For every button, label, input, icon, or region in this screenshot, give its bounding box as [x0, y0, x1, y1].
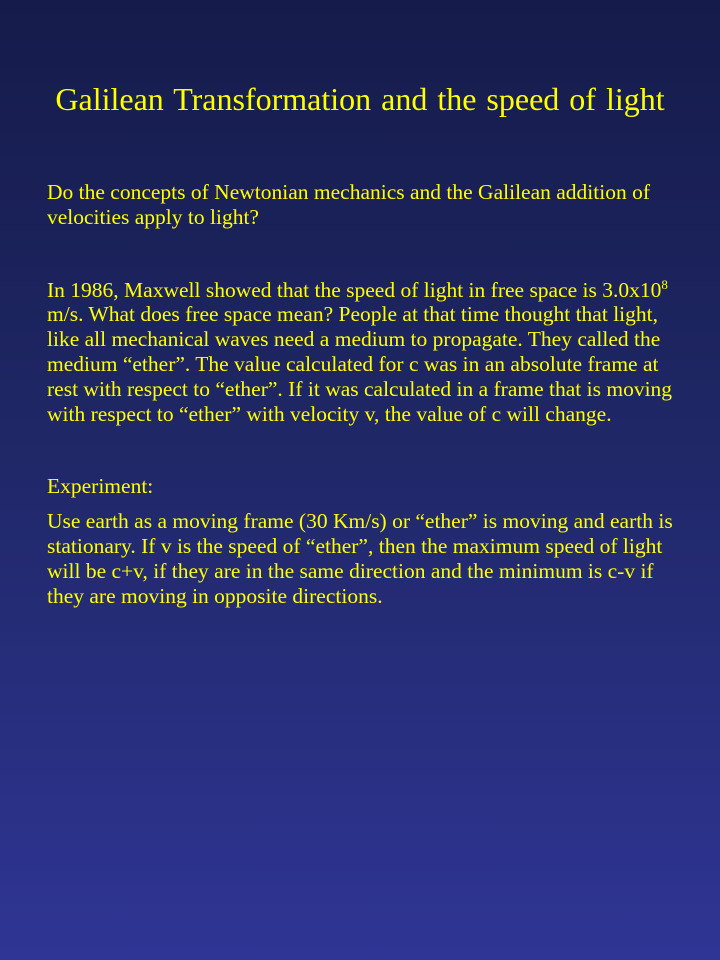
- question-paragraph: Do the concepts of Newtonian mechanics and the Galilean addition of velocities apply to light?: [47, 180, 650, 229]
- maxwell-text-end: m/s. What does free space mean? People at that time thought that light, like all mechanical waves need a medium to propagate. They called the medium “ether”. The value calculated for c was in an absolute frame at rest with respect to “ether”. If it was calculated in a frame that is moving with respect to “ether” with velocity v, the value of c will change.: [47, 302, 673, 426]
- experiment-paragraph: Use earth as a moving frame (30 Km/s) or “ether” is moving and earth is stationary. If v is the speed of “ether”, then the maximum speed of light will be c+v, if they are in the same direction and the minimum is c-v if they are moving in opposite directions.: [47, 509, 673, 608]
- maxwell-paragraph: [47, 278, 687, 427]
- maxwell-text-start: In 1986, Maxwell showed that the speed of light in free space is 3.0x10: [47, 277, 662, 302]
- slide-body: [47, 180, 687, 608]
- experiment-label: Experiment:: [47, 474, 154, 499]
- exponent: 8: [661, 276, 668, 292]
- slide-title: Galilean Transformation and the speed of light: [55, 81, 665, 117]
